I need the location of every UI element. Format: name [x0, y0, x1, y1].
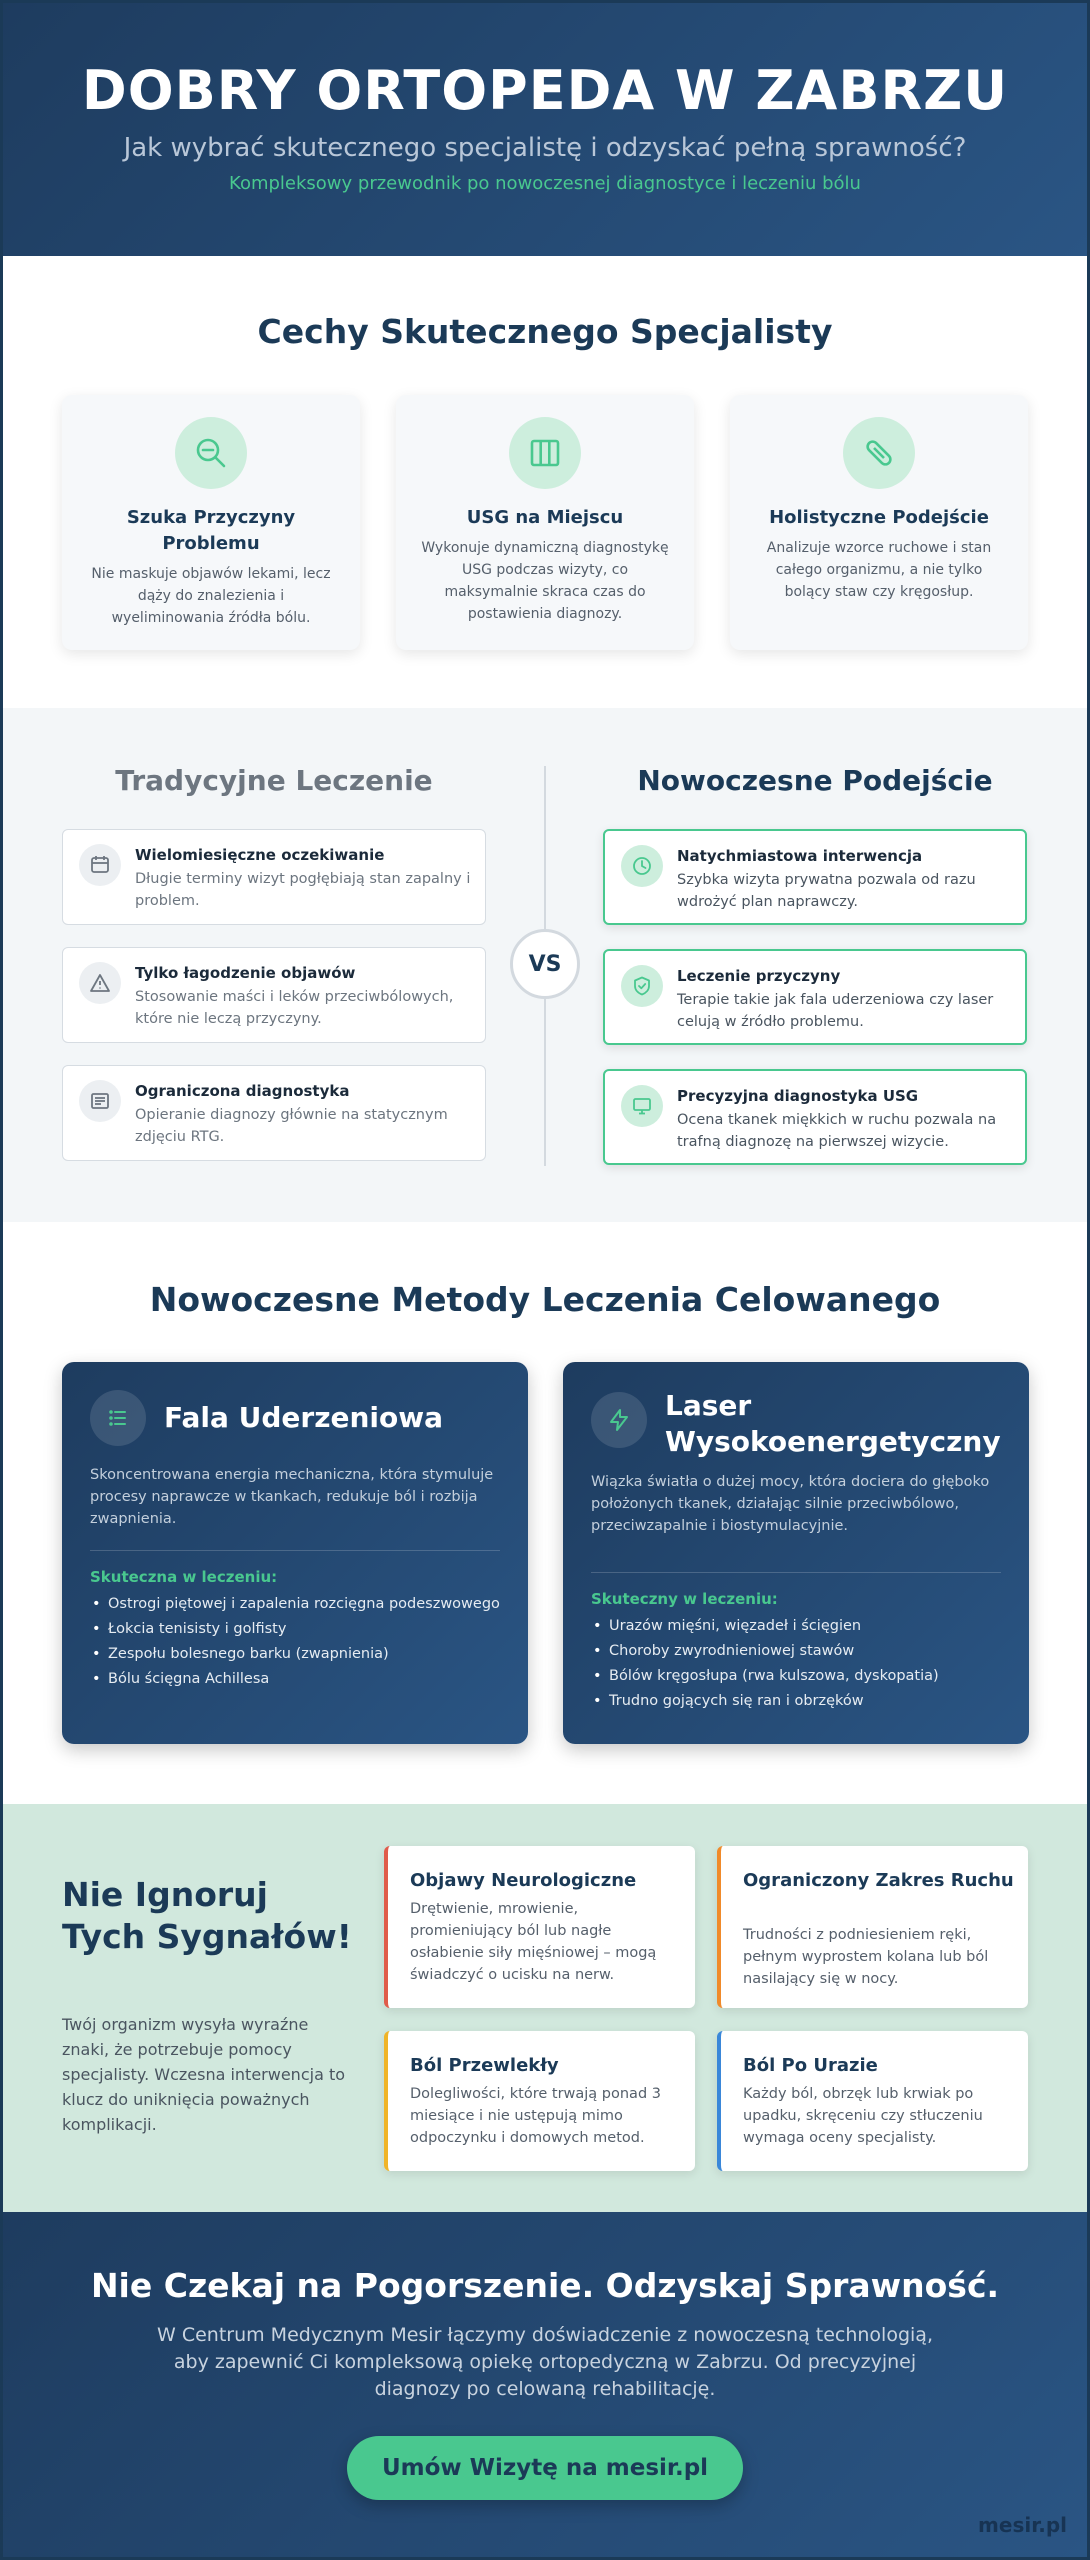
- modern-card-usg: [603, 1069, 1027, 1165]
- method-list: [90, 1592, 504, 1692]
- watermark: mesir.pl: [978, 2513, 1067, 2537]
- card-text: Ocena tkanek miękkich w ruchu pozwala na trafną diagnozę na pierwszej wizycie.: [677, 1112, 997, 1150]
- list-item: • Zespołu bolesnego barku (zwapnienia): [90, 1642, 504, 1667]
- method-list: [591, 1614, 1005, 1714]
- list-item: • Łokcia tenisisty i golfisty: [90, 1617, 504, 1642]
- traditional-card-symptoms: [62, 947, 486, 1043]
- book-visit-button[interactable]: Umów Wizytę na mesir.pl: [347, 2436, 743, 2500]
- card-title: Wielomiesięczne oczekiwanie: [135, 846, 385, 864]
- magnifier-minus-icon: [175, 417, 247, 489]
- card-text: Opieranie diagnozy głównie na statycznym zdjęciu RTG.: [135, 1107, 448, 1145]
- page-title: DOBRY ORTOPEDA W ZABRZU: [81, 59, 1009, 122]
- page-tagline: Kompleksowy przewodnik po nowoczesnej diagnostyce i leczeniu bólu: [229, 173, 861, 194]
- traditional-card-diagnostics: [62, 1065, 486, 1161]
- methods-section: [3, 1222, 1087, 1804]
- card-title: Tylko łagodzenie objawów: [135, 964, 356, 982]
- signal-text: Każdy ból, obrzęk lub krwiak po upadku, skręceniu czy stłuczeniu wymaga oceny specjalisty.: [743, 2086, 983, 2146]
- feature-title: Szuka Przyczyny Problemu: [126, 507, 296, 554]
- footer-cta-section: [3, 2212, 1087, 2557]
- traditional-card-waiting: [62, 829, 486, 925]
- methods-title: Nowoczesne Metody Leczenia Celowanego: [149, 1280, 941, 1319]
- vs-badge: VS: [510, 929, 580, 999]
- footer-title: Nie Czekaj na Pogorszenie. Odzyskaj Sprawność.: [90, 2266, 1000, 2305]
- signal-text: Dolegliwości, które trwają ponad 3 miesiące i nie ustępują mimo odpoczynku i domowych metod.: [410, 2086, 661, 2146]
- method-card-laser: [563, 1362, 1029, 1744]
- method-card-shockwave: [62, 1362, 528, 1744]
- signal-text: Drętwienie, mrowienie, promieniujący ból lub nagłe osłabienie siły mięśniowej – mogą świadczyć o ucisku na nerw.: [410, 1901, 657, 1983]
- modern-card-cause: [603, 949, 1027, 1045]
- card-text: Stosowanie maści i leków przeciwbólowych, które nie leczą przyczyny.: [135, 989, 454, 1027]
- list-item: • Bólów kręgosłupa (rwa kulszowa, dyskopatia): [591, 1664, 1005, 1689]
- signal-title: Objawy Neurologiczne: [410, 1870, 637, 1891]
- feature-text: Analizuje wzorce ruchowe i stan całego organizmu, a nie tylko bolący staw czy kręgosłup.: [766, 540, 992, 600]
- signal-card-injury: [717, 2031, 1028, 2171]
- list-item: • Bólu ścięgna Achillesa: [90, 1667, 504, 1692]
- modern-title: Nowoczesne Podejście: [637, 764, 993, 797]
- card-text: Terapie takie jak fala uderzeniowa czy laser celują w źródło problemu.: [677, 992, 994, 1030]
- method-divider: [90, 1550, 500, 1551]
- method-description: Wiązka światła o dużej mocy, która dociera do głęboko położonych tkanek, działając silnie przeciwbólowo, przeciwzapalnie i biostymulacyjnie.: [591, 1474, 990, 1534]
- signal-card-range: [717, 1846, 1028, 2008]
- clock-icon: [621, 845, 663, 887]
- features-title: Cechy Skutecznego Specjalisty: [257, 312, 833, 351]
- signal-card-neurological: [384, 1846, 695, 2008]
- shield-check-icon: [621, 965, 663, 1007]
- feature-card-usg: [396, 395, 694, 650]
- list-icon: [90, 1390, 146, 1446]
- card-text: Szybka wizyta prywatna pozwala od razu wdrożyć plan naprawczy.: [677, 872, 976, 910]
- method-title: Fala Uderzeniowa: [164, 1401, 444, 1434]
- method-subtitle: Skuteczna w leczeniu:: [90, 1568, 278, 1586]
- calendar-icon: [79, 844, 121, 886]
- method-description: Skoncentrowana energia mechaniczna, która stymuluje procesy naprawcze w tkankach, redukuje ból i rozbija zwapnienia.: [90, 1467, 494, 1527]
- signals-section: [3, 1804, 1087, 2212]
- card-title: Natychmiastowa interwencja: [677, 847, 923, 865]
- monitor-icon: [621, 1085, 663, 1127]
- card-title: Leczenie przyczyny: [677, 967, 841, 985]
- feature-title: USG na Miejscu: [466, 507, 624, 528]
- bandage-icon: [843, 417, 915, 489]
- signals-title: Nie Ignoruj Tych Sygnałów!: [62, 1875, 352, 1956]
- card-text: Długie terminy wizyt pogłębiają stan zapalny i problem.: [135, 871, 471, 909]
- feature-title: Holistyczne Podejście: [769, 507, 989, 528]
- feature-text: Nie maskuje objawów lekami, lecz dąży do znalezienia i wyeliminowania źródła bólu.: [91, 566, 331, 626]
- list-item: • Urazów mięśni, więzadeł i ścięgien: [591, 1614, 1005, 1639]
- method-divider: [591, 1572, 1001, 1573]
- page-subtitle: Jak wybrać skutecznego specjalistę i odzyskać pełną sprawność?: [123, 133, 967, 163]
- footer-text: W Centrum Medycznym Mesir łączymy doświadczenie z nowoczesną technologią, aby zapewnić Ci kompleksową opiekę ortopedyczną w Zabrzu. Od precyzyjnej diagnozy po celowaną rehabilitację.: [157, 2324, 933, 2400]
- list-item: • Trudno gojących się ran i obrzęków: [591, 1689, 1005, 1714]
- signal-card-chronic: [384, 2031, 695, 2171]
- signal-title: Ograniczony Zakres Ruchu: [743, 1870, 1014, 1891]
- newspaper-icon: [79, 1080, 121, 1122]
- comparison-section: [3, 708, 1087, 1222]
- method-title: Laser Wysokoenergetyczny: [665, 1389, 1001, 1458]
- list-item: • Choroby zwyrodnieniowej stawów: [591, 1639, 1005, 1664]
- feature-text: Wykonuje dynamiczną diagnostykę USG podczas wizyty, co maksymalnie skraca czas do postawienia diagnozy.: [421, 540, 669, 622]
- list-item: • Ostrogi piętowej i zapalenia rozcięgna podeszwowego: [90, 1592, 504, 1617]
- method-subtitle: Skuteczny w leczeniu:: [591, 1590, 778, 1608]
- feature-card-cause: [62, 395, 360, 650]
- signal-title: Ból Przewlekły: [410, 2055, 559, 2076]
- columns-icon: [509, 417, 581, 489]
- card-title: Ograniczona diagnostyka: [135, 1082, 350, 1100]
- traditional-title: Tradycyjne Leczenie: [115, 764, 433, 797]
- header-banner: [3, 3, 1087, 256]
- card-title: Precyzyjna diagnostyka USG: [677, 1087, 919, 1105]
- warning-icon: [79, 962, 121, 1004]
- lightning-icon: [591, 1392, 647, 1448]
- modern-card-intervention: [603, 829, 1027, 925]
- feature-card-holistic: [730, 395, 1028, 650]
- signal-title: Ból Po Urazie: [743, 2055, 878, 2076]
- features-section: [3, 256, 1087, 708]
- signals-text: Twój organizm wysyła wyraźne znaki, że potrzebuje pomocy specjalisty. Wczesna interwencja to klucz do uniknięcia poważnych komplikacji.: [62, 2015, 346, 2134]
- signal-text: Trudności z podniesieniem ręki, pełnym wyprostem kolana lub ból nasilający się w nocy.: [743, 1927, 989, 1987]
